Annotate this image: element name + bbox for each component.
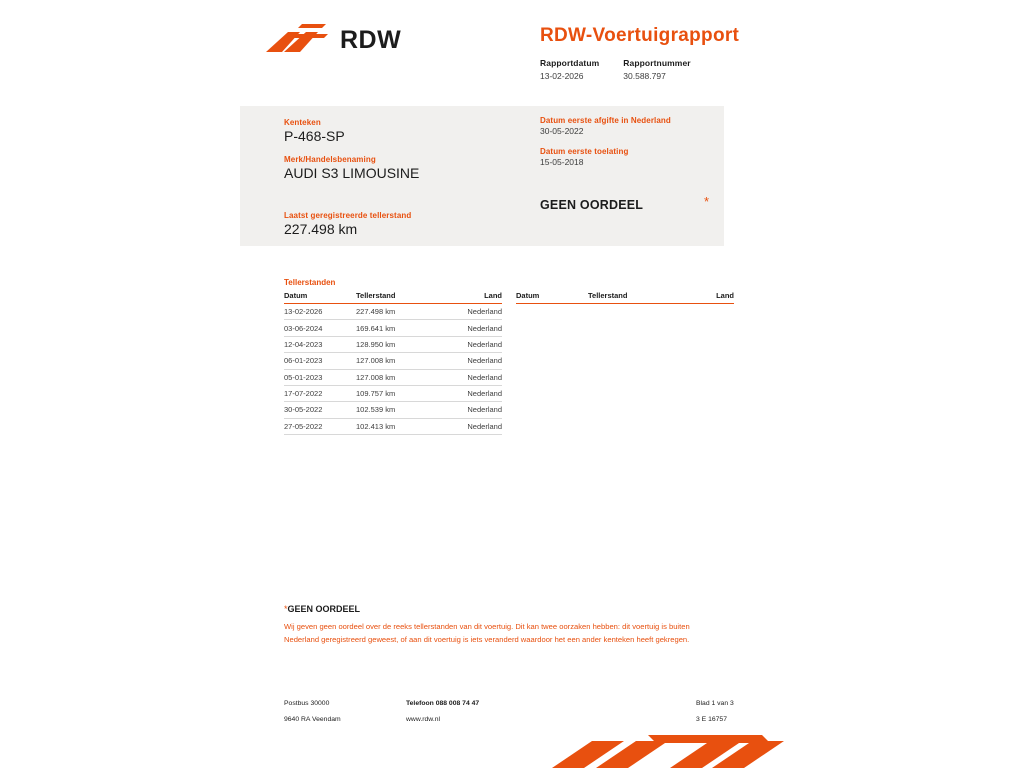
footer-pagination <box>696 700 734 732</box>
odometer-section <box>284 278 734 435</box>
footer-contact <box>406 700 479 732</box>
footnote-title-text: GEEN OORDEEL <box>287 604 361 614</box>
footer-address <box>284 700 341 732</box>
odometer-table-left-body <box>284 304 502 435</box>
laatste-tellerstand-value: 227.498 km <box>284 221 358 237</box>
table-row <box>284 418 502 434</box>
brand-name: RDW <box>340 25 402 54</box>
cell-tellerstand: 169.641 km <box>356 320 436 336</box>
cell-datum: 27-05-2022 <box>284 418 356 434</box>
cell-land: Nederland <box>436 402 502 418</box>
kenteken-label: Kenteken <box>284 118 321 127</box>
meta-rapportdatum-label: Rapportdatum <box>540 58 600 68</box>
kenteken-value: P-468-SP <box>284 128 345 144</box>
cell-datum: 05-01-2023 <box>284 369 356 385</box>
column-header-tellerstand: Tellerstand <box>588 291 668 304</box>
footnote-marker: * <box>284 604 288 614</box>
meta-rapportdatum-value: 13-02-2026 <box>540 71 584 81</box>
footer-page-number: Blad 1 van 3 <box>696 700 734 707</box>
column-header-land: Land <box>668 291 734 304</box>
status-badge: GEEN OORDEEL <box>540 198 644 212</box>
cell-tellerstand: 109.757 km <box>356 385 436 401</box>
table-row <box>284 353 502 369</box>
merk-value: AUDI S3 LIMOUSINE <box>284 165 420 181</box>
table-header-row <box>516 291 734 304</box>
footer-doc-code: 3 E 16757 <box>696 716 727 723</box>
meta-rapportnummer <box>623 58 690 81</box>
eerste-afgifte-value: 30-05-2022 <box>540 126 584 136</box>
table-row <box>284 304 502 320</box>
footer-address-line2: 9640 RA Veendam <box>284 716 341 723</box>
footnote-body: Wij geven geen oordeel over de reeks tellerstanden van dit voertuig. Dit kan twee oorzaken hebben: dit voertuig is buiten Nederland geregistreerd geweest, of aan dit voertuig is iets veranderd waardoor het een ander kenteken heeft gekregen. <box>284 622 690 645</box>
table-header-row <box>284 291 502 304</box>
cell-land: Nederland <box>436 336 502 352</box>
eerste-toelating-label: Datum eerste toelating <box>540 147 629 156</box>
footer-address-line1: Postbus 30000 <box>284 700 330 707</box>
meta-rapportnummer-value: 30.588.797 <box>623 71 666 81</box>
cell-datum: 13-02-2026 <box>284 304 356 320</box>
cell-land: Nederland <box>436 418 502 434</box>
rdw-logo <box>264 22 401 58</box>
summary-left-column <box>284 118 514 192</box>
cell-tellerstand: 127.008 km <box>356 369 436 385</box>
table-row <box>284 369 502 385</box>
odometer-section-title: Tellerstanden <box>284 278 336 287</box>
rdw-watermark-logo-icon <box>552 735 784 768</box>
table-row <box>284 385 502 401</box>
cell-datum: 12-04-2023 <box>284 336 356 352</box>
report-meta <box>540 58 691 81</box>
cell-land: Nederland <box>436 320 502 336</box>
footnote-title <box>284 604 709 614</box>
cell-tellerstand: 102.413 km <box>356 418 436 434</box>
cell-land: Nederland <box>436 304 502 320</box>
footer-phone: Telefoon 088 008 74 47 <box>406 700 480 707</box>
column-header-datum: Datum <box>284 291 356 304</box>
vehicle-summary-panel <box>240 106 724 246</box>
meta-rapportdatum <box>540 58 599 81</box>
cell-datum: 03-06-2024 <box>284 320 356 336</box>
document-header <box>0 0 1024 95</box>
meta-rapportnummer-label: Rapportnummer <box>623 58 691 68</box>
cell-tellerstand: 128.950 km <box>356 336 436 352</box>
cell-land: Nederland <box>436 369 502 385</box>
cell-land: Nederland <box>436 385 502 401</box>
eerste-toelating-value: 15-05-2018 <box>540 157 584 167</box>
page-title: RDW-Voertuigrapport <box>540 25 740 46</box>
verdict-footnote-marker: * <box>704 194 710 209</box>
column-header-datum: Datum <box>516 291 588 304</box>
laatste-tellerstand-label: Laatst geregistreerde tellerstand <box>284 211 412 220</box>
footnote-block <box>284 604 709 647</box>
summary-right-column <box>540 116 720 178</box>
rdw-arrow-logo-icon <box>264 22 332 58</box>
cell-tellerstand: 127.008 km <box>356 353 436 369</box>
column-header-land: Land <box>436 291 502 304</box>
table-row <box>284 402 502 418</box>
cell-datum: 30-05-2022 <box>284 402 356 418</box>
cell-datum: 06-01-2023 <box>284 353 356 369</box>
merk-label: Merk/Handelsbenaming <box>284 155 376 164</box>
eerste-afgifte-label: Datum eerste afgifte in Nederland <box>540 116 671 125</box>
odometer-table-right <box>516 291 734 304</box>
cell-datum: 17-07-2022 <box>284 385 356 401</box>
table-row <box>284 320 502 336</box>
summary-odometer-block <box>284 211 411 248</box>
column-header-tellerstand: Tellerstand <box>356 291 436 304</box>
odometer-table-left <box>284 291 502 435</box>
footer-website[interactable]: www.rdw.nl <box>406 716 440 723</box>
cell-tellerstand: 227.498 km <box>356 304 436 320</box>
table-row <box>284 336 502 352</box>
cell-tellerstand: 102.539 km <box>356 402 436 418</box>
cell-land: Nederland <box>436 353 502 369</box>
